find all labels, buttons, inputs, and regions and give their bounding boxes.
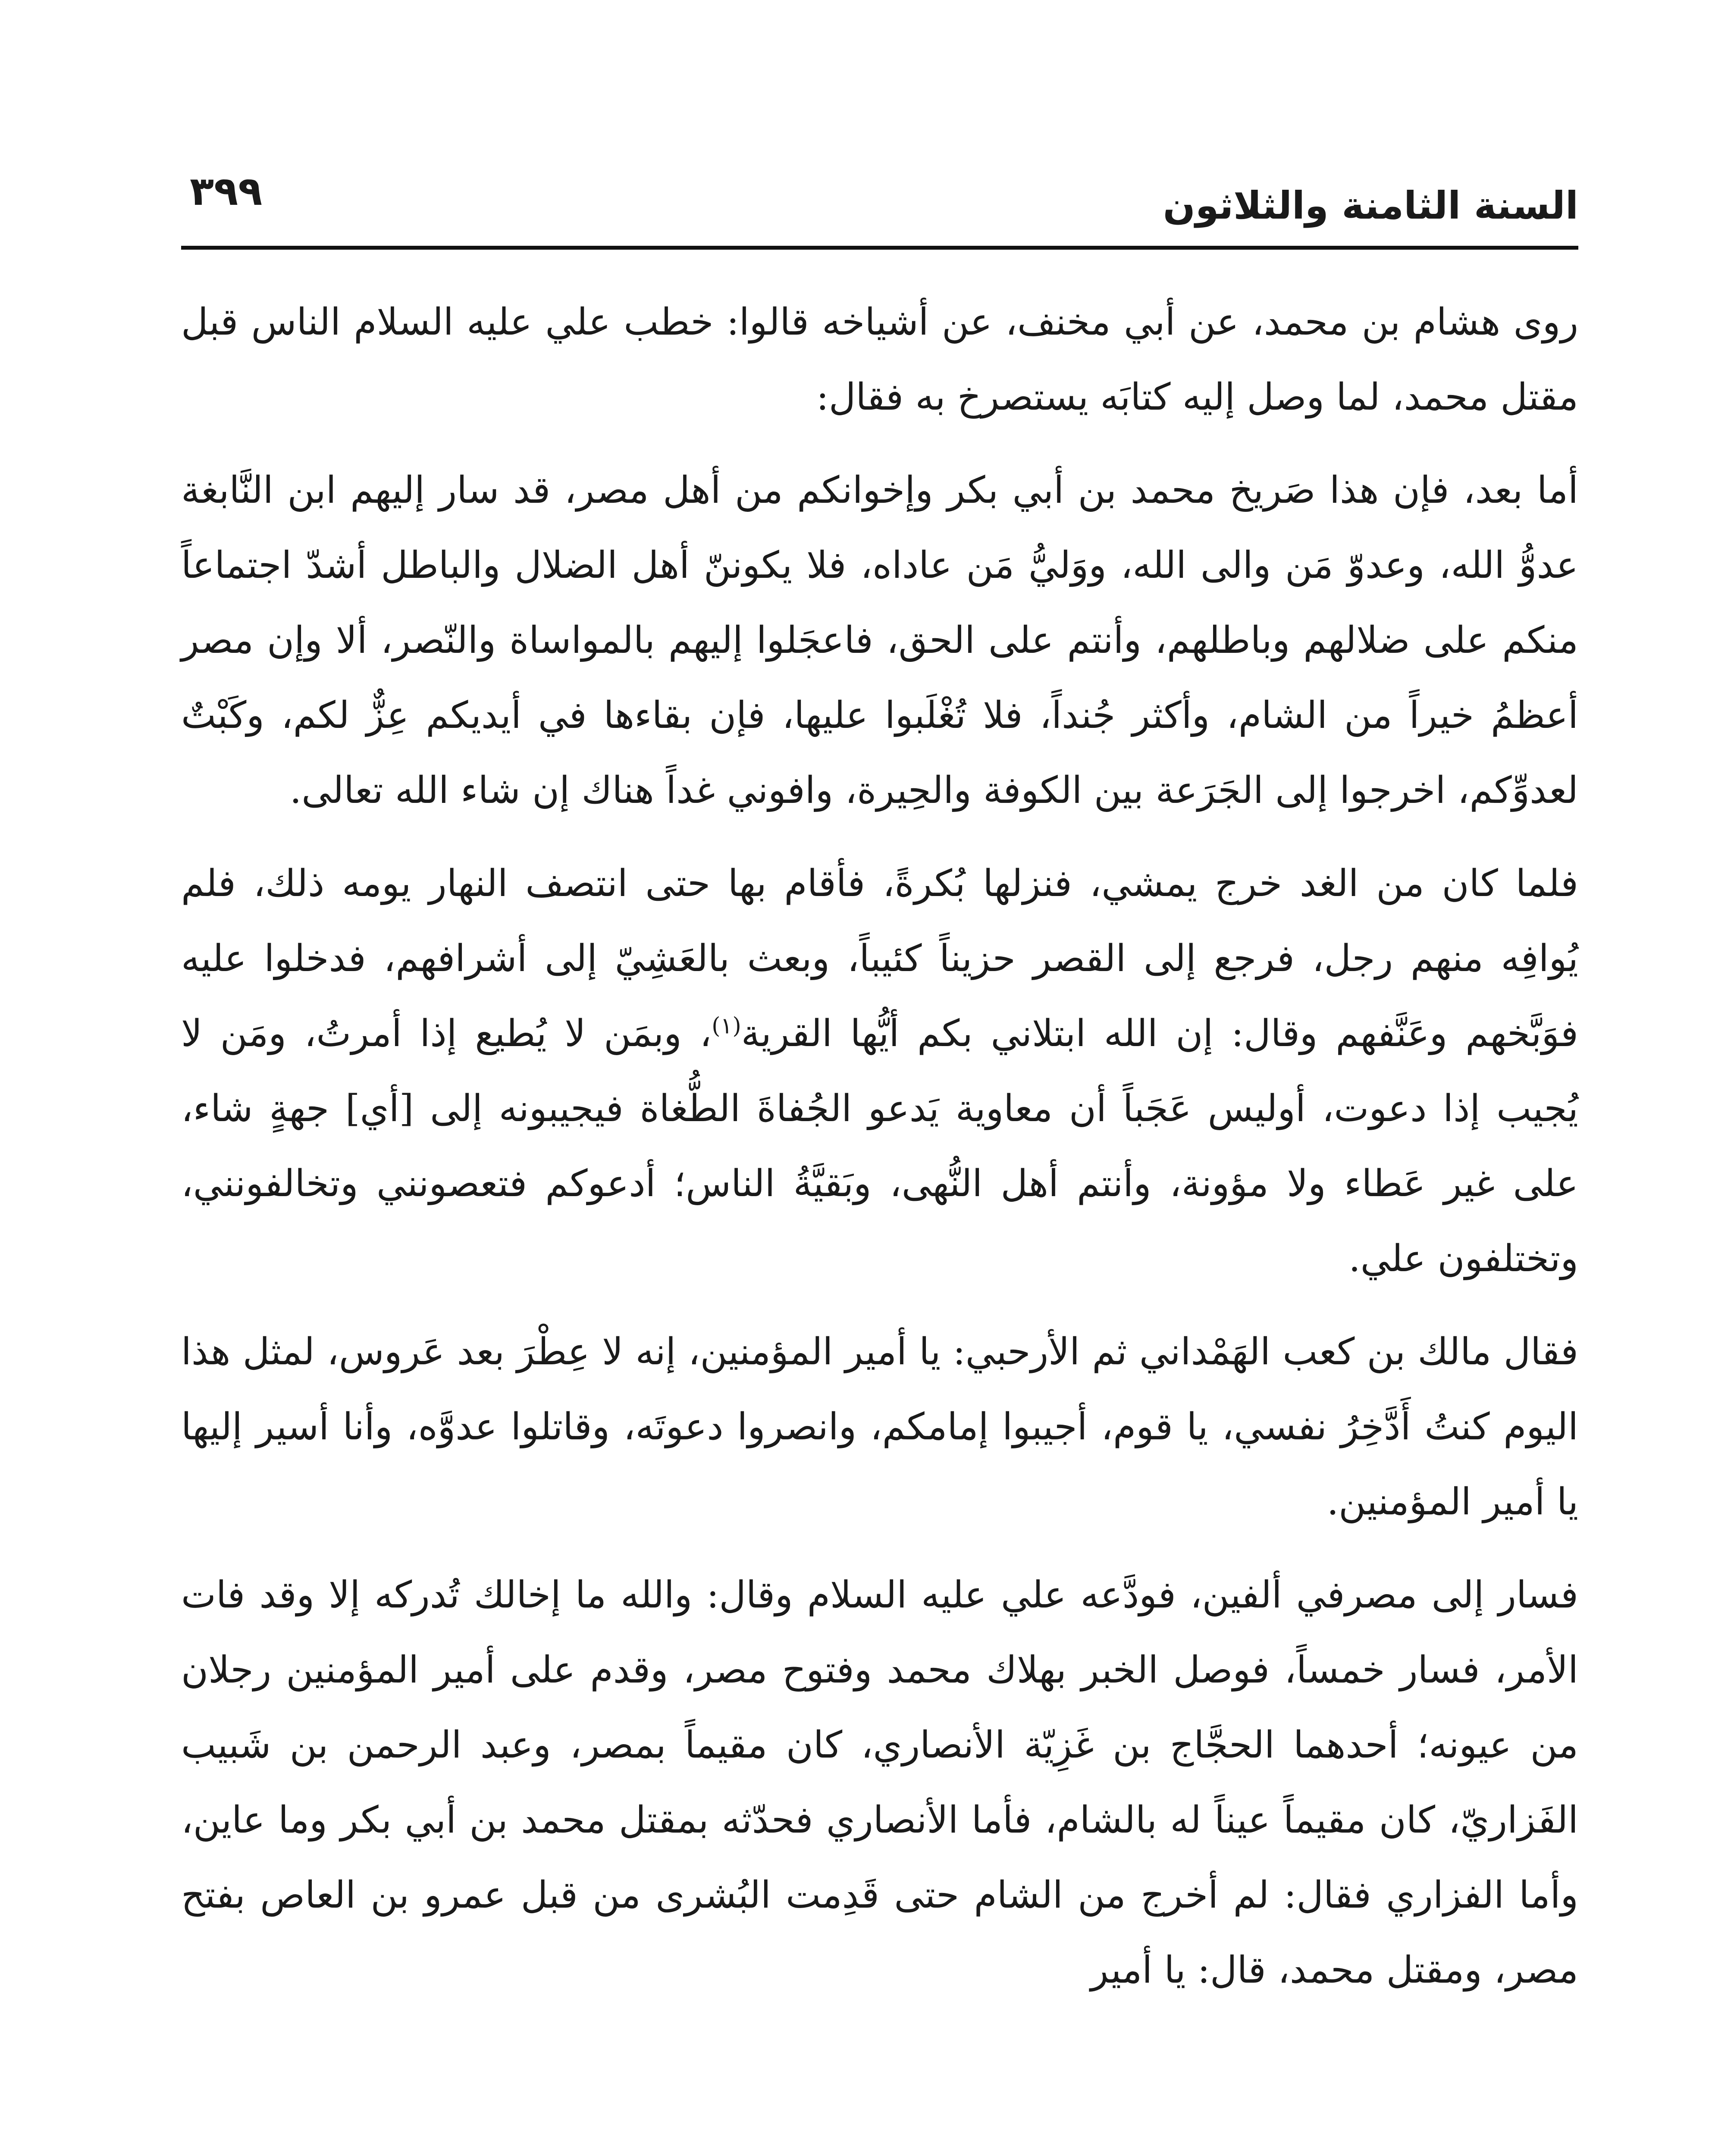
page-header — [181, 142, 1578, 235]
header-rule — [181, 246, 1578, 250]
paragraph-3-text-after-note: ، وبمَن لا يُطيع إذا أمرتُ، ومَن لا يُجيب إذا دعوت، أوليس عَجَباً أن معاوية يَدعو الجُفاةَ الطُّغاة فيجيبونه إلى [أي] جهةٍ شاء، على غير عَطاء ولا مؤونة، وأنتم أهل النُّهى، وبَقيَّةُ الناس؛ أدعوكم فتعصونني وتخالفونني، وتختلفون علي. — [181, 1012, 1578, 1280]
page-number: ٣٩٩ — [190, 168, 263, 214]
paragraph-4: فقال مالك بن كعب الهَمْداني ثم الأرحبي: يا أمير المؤمنين، إنه لا عِطْرَ بعد عَروس، لمثل هذا اليوم كنتُ أَدَّخِرُ نفسي، يا قوم، أجيبوا إمامكم، وانصروا دعوتَه، وقاتلوا عدوَّه، وأنا أسير إليها يا أمير المؤمنين. — [181, 1330, 1578, 1523]
paragraph-1: روى هشام بن محمد، عن أبي مخنف، عن أشياخه قالوا: خطب علي عليه السلام الناس قبل مقتل محمد، لما وصل إليه كتابَه يستصرخ به فقال: — [181, 301, 1578, 419]
book-page — [181, 142, 1578, 2156]
running-title: السنة الثامنة والثلاثون — [1163, 183, 1578, 228]
paragraph-2: أما بعد، فإن هذا صَريخ محمد بن أبي بكر وإخوانكم من أهل مصر، قد سار إليهم ابن النَّابغة عدوُّ الله، وعدوّ مَن والى الله، ووَليُّ مَن عاداه، فلا يكوننّ أهل الضلال والباطل أشدّ اجتماعاً منكم على ضلالهم وباطلهم، وأنتم على الحق، فاعجَلوا إليهم بالمواساة والنّصر، ألا وإن مصر أعظمُ خيراً من الشام، وأكثر جُنداً، فلا تُغْلَبوا عليها، فإن بقاءها في أيديكم عِزٌّ لكم، وكَبْتٌ لعدوِّكم، اخرجوا إلى الجَرَعة بين الكوفة والحِيرة، وافوني غداً هناك إن شاء الله تعالى. — [181, 469, 1578, 812]
footnote-marker: (١) — [712, 1013, 741, 1039]
paragraph-3-text-before-note: فلما كان من الغد خرج يمشي، فنزلها بُكرةً، فأقام بها حتى انتصف النهار يومه ذلك، فلم يُوافِه منهم رجل، فرجع إلى القصر حزيناً كئيباً، وبعث بالعَشِيّ إلى أشرافهم، فدخلوا عليه فوَبَّخهم وعَنَّفهم وقال: إن الله ابتلاني بكم أيُّها القرية — [181, 862, 1579, 1055]
paragraph-5: فسار إلى مصرفي ألفين، فودَّعه علي عليه السلام وقال: والله ما إخالك تُدركه إلا وقد فات الأمر، فسار خمساً، فوصل الخبر بهلاك محمد وفتوح مصر، وقدم على أمير المؤمنين رجلان من عيونه؛ أحدهما الحجَّاج بن غَزِيّة الأنصاري، كان مقيماً بمصر، وعبد الرحمن بن شَبيب الفَزاريّ، كان مقيماً عيناً له بالشام، فأما الأنصاري فحدّثه بمقتل محمد بن أبي بكر وما عاين، وأما الفزاري فقال: لم أخرج من الشام حتى قَدِمت البُشرى من قبل عمرو بن العاص بفتح مصر، ومقتل محمد، قال: يا أمير — [181, 1573, 1578, 1992]
body-text — [181, 285, 1578, 2026]
paragraph-3 — [181, 846, 1578, 1296]
